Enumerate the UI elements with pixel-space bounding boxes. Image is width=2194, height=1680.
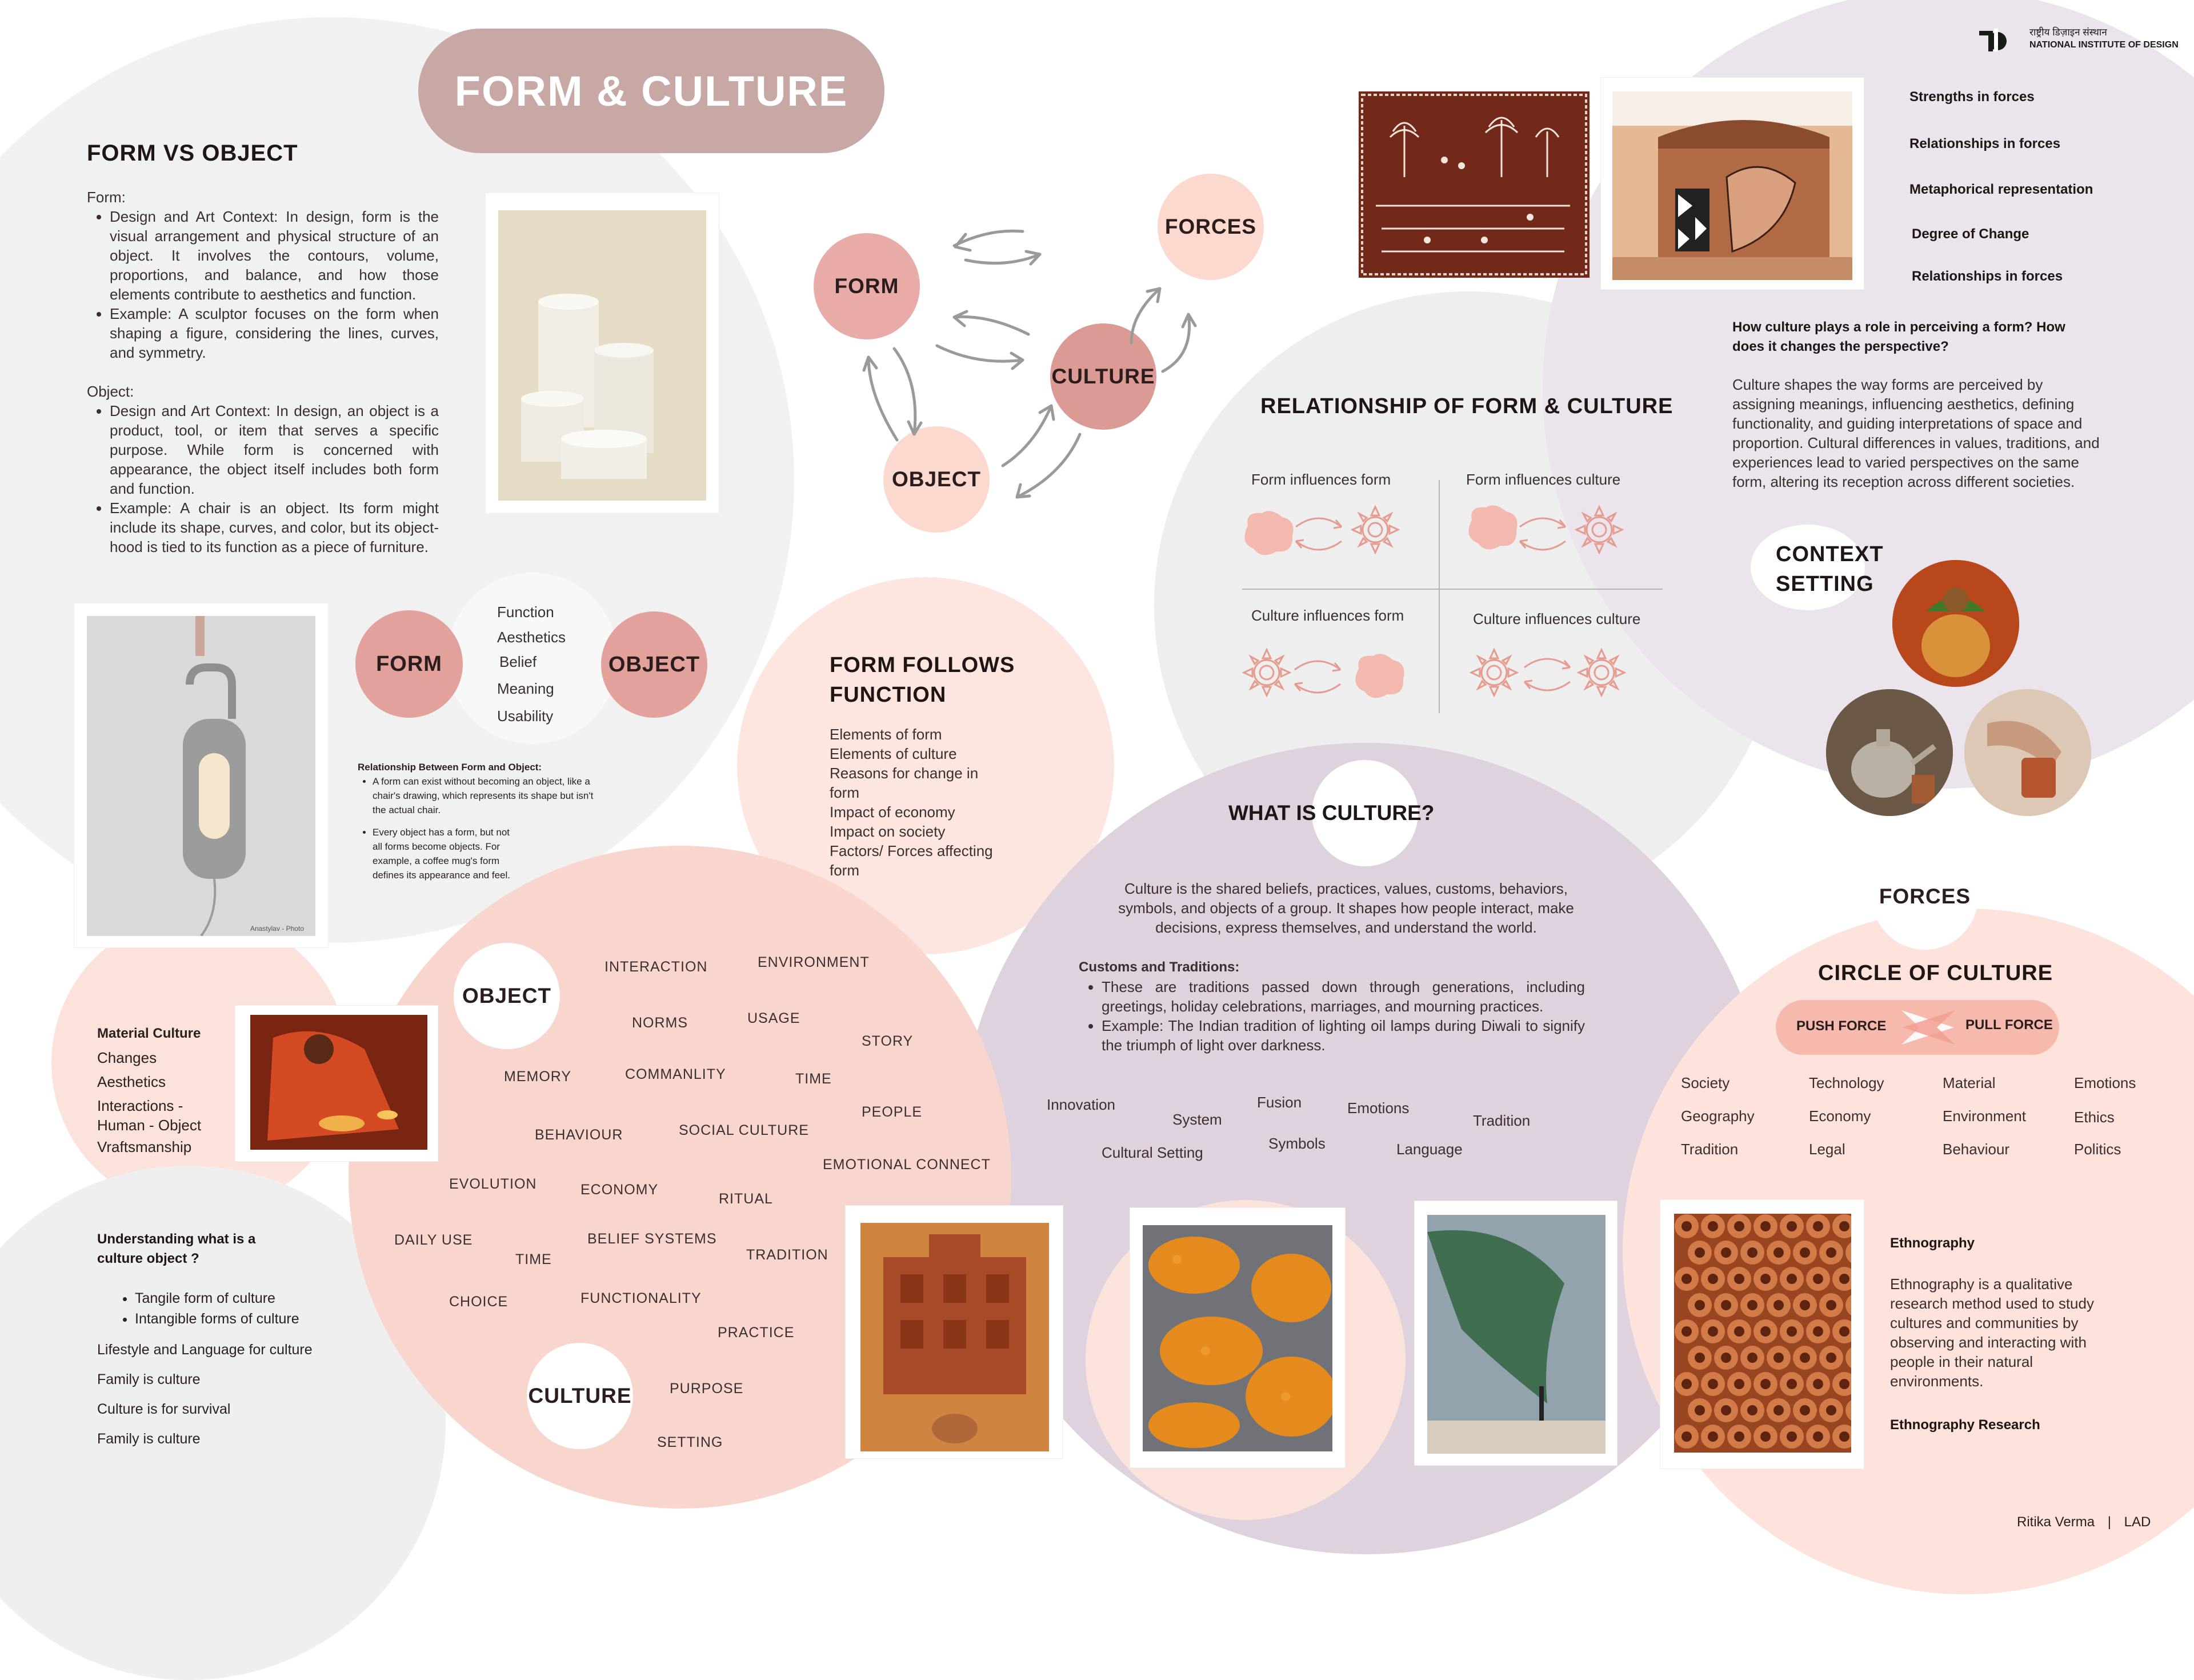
ethnography-title: Ethnography <box>1890 1235 1975 1251</box>
customs-title: Customs and Traditions: <box>1079 959 1240 975</box>
customs-point: • These are traditions passed down through generations, including greetings, holiday celebrations, marriages, and mourning practices. <box>1102 977 1585 1016</box>
culture-object-lines <box>97 1335 313 1454</box>
cloud-word: TRADITION <box>746 1247 828 1263</box>
context-setting-label: CONTEXT SETTING <box>1776 542 1884 596</box>
fff-item: Factors/ Forces affecting form <box>830 842 993 879</box>
culture-object-line: Family is culture <box>97 1371 201 1387</box>
forces-circle-label: FORCES <box>1879 885 1971 908</box>
culture-word: Emotions <box>1347 1099 1410 1117</box>
force-item: Emotions <box>2074 1074 2136 1091</box>
cloud-word: TIME <box>795 1071 832 1087</box>
cycle-arrows <box>800 206 1257 526</box>
force-item: Politics <box>2074 1141 2121 1158</box>
form-point: • Design and Art Context: In design, form is the visual arrangement and physical structure of an object. It involves the contours, volume, proportions, and balance, and how those elements contribute to aesthetics and function. <box>110 207 439 304</box>
venn-shared-item: Belief <box>499 653 537 670</box>
cloud-word: USAGE <box>747 1010 800 1026</box>
cloud-word: SOCIAL CULTURE <box>679 1122 809 1138</box>
culture-object-bullet: • Tangile form of culture <box>135 1288 299 1309</box>
cloud-word: COMMANLITY <box>625 1066 726 1082</box>
cloud-word: PEOPLE <box>862 1104 923 1120</box>
nid-logo <box>1976 22 2181 56</box>
culture-word: Cultural Setting <box>1102 1144 1203 1161</box>
culture-word: System <box>1172 1111 1222 1128</box>
force-item: Material <box>1943 1074 1996 1091</box>
footer-author: Ritika Verma <box>2017 1514 2095 1530</box>
cloud-word: SETTING <box>657 1434 723 1450</box>
logo-line1: राष्ट्रीय डिज़ाइन संस्थान <box>2029 27 2107 38</box>
cloud-culture-circle <box>527 1343 633 1449</box>
force-item: Tradition <box>1681 1141 1739 1158</box>
venn-shared-item: Aesthetics <box>497 629 566 646</box>
copper-cup-photo <box>1964 689 2091 816</box>
customs-point: • Example: The Indian tradition of lighting oil lamps during Diwali to signify the triumph of light over darkness. <box>1102 1016 1585 1055</box>
nid-logo-icon <box>1976 23 2010 55</box>
culture-word: Fusion <box>1257 1094 1302 1111</box>
logo-line2: NATIONAL INSTITUTE OF DESIGN <box>2029 40 2179 50</box>
cloud-word: INTERACTION <box>604 959 708 975</box>
cloud-word: STORY <box>862 1033 914 1049</box>
form-points <box>87 207 439 362</box>
cloud-word: BEHAVIOUR <box>535 1127 623 1143</box>
cloud-word: PURPOSE <box>670 1381 744 1397</box>
forces-circle <box>1872 843 1978 950</box>
lamp-photo-frame <box>74 603 328 947</box>
cycle-form-label: FORM <box>834 274 899 298</box>
cloud-word: DAILY USE <box>394 1232 473 1248</box>
sari-beach-photo <box>1427 1215 1606 1454</box>
force-item: Economy <box>1809 1107 1871 1125</box>
object-label: Object: <box>87 383 134 400</box>
culture-object-line: Lifestyle and Language for culture <box>97 1342 313 1358</box>
cylinders-photo <box>498 210 706 501</box>
page-title: FORM & CULTURE <box>454 67 848 115</box>
object-point: • Example: A chair is an object. Its form might include its shape, curves, and color, but its object-hood is tied to its function as a piece of furniture. <box>110 498 439 557</box>
cloud-word: TIME <box>515 1251 552 1267</box>
form-point: • Example: A sculptor focuses on the form when shaping a figure, considering the lines, curves, and symmetry. <box>110 304 439 362</box>
ethnography-subtitle: Ethnography Research <box>1890 1417 2040 1433</box>
culture-word: Innovation <box>1047 1096 1115 1113</box>
culture-word: Language <box>1396 1141 1463 1158</box>
form-vs-object-text <box>87 187 439 557</box>
forces-list-item: Relationships in forces <box>1912 269 2063 284</box>
object-points <box>87 401 439 557</box>
what-is-culture-heading: WHAT IS CULTURE? <box>1228 801 1435 825</box>
relationship-point: • A form can exist without becoming an object, like a chair's drawing, which represents its shape but isn't the actual chair. <box>373 774 601 817</box>
material-culture-title: Material Culture <box>97 1026 201 1041</box>
cloud-word: CHOICE <box>449 1294 509 1310</box>
culture-object-bullet: • Intangible forms of culture <box>135 1309 299 1329</box>
force-item: Ethics <box>2074 1109 2115 1126</box>
cloud-word: ENVIRONMENT <box>758 954 870 970</box>
force-item: Geography <box>1681 1107 1755 1125</box>
relationship-form-object <box>358 760 620 882</box>
ethnography-text: Ethnography is a qualitative research method used to study cultures and communities by observing and interacting with people in their natural environments. <box>1890 1275 2094 1390</box>
pull-force-label: PULL FORCE <box>1965 1017 2053 1033</box>
cloud-object-label: OBJECT <box>462 984 552 1007</box>
object-point: • Design and Art Context: In design, an object is a product, tool, or item that serves a specific purpose. While form is concerned with appearance, the object itself includes both form and function. <box>110 401 439 498</box>
force-item: Technology <box>1809 1074 1884 1091</box>
material-culture-item: Changes <box>97 1049 157 1066</box>
clay-pots-photo <box>1674 1214 1851 1453</box>
material-culture-item: Interactions - Human - Object <box>97 1097 202 1134</box>
perception-question: How culture plays a role in perceiving a form? How does it changes the perspective? <box>1732 319 2065 354</box>
cloud-word: FUNCTIONALITY <box>580 1290 702 1306</box>
cloud-word: EVOLUTION <box>449 1176 537 1192</box>
quadrant-label: Culture influences culture <box>1473 610 1641 627</box>
kalash-photo <box>1892 560 2019 687</box>
cloud-word: BELIEF SYSTEMS <box>587 1231 717 1247</box>
venn-shared-item: Meaning <box>497 680 554 697</box>
venn-object-circle <box>601 611 707 718</box>
venn-form-label: FORM <box>376 651 442 676</box>
cycle-culture-label: CULTURE <box>1051 365 1155 388</box>
venn-shared-item: Function <box>497 603 554 621</box>
warli-painting <box>1359 91 1590 278</box>
material-culture-item: Vraftsmanship <box>97 1138 192 1155</box>
cloud-word: EMOTIONAL CONNECT <box>823 1157 991 1173</box>
brass-pot-photo <box>1826 689 1953 816</box>
culture-word: Tradition <box>1473 1112 1531 1129</box>
form-follows-function-list <box>830 725 1001 880</box>
material-culture-item: Aesthetics <box>97 1073 166 1090</box>
footer-tag: LAD <box>2124 1514 2151 1530</box>
relationship-form-culture-heading: RELATIONSHIP OF FORM & CULTURE <box>1260 394 1673 418</box>
force-item: Society <box>1681 1074 1730 1091</box>
venn-shared-item: Usability <box>497 707 554 725</box>
force-item: Behaviour <box>1943 1141 2010 1158</box>
form-label: Form: <box>87 189 126 206</box>
fff-item: Impact of economy <box>830 803 955 821</box>
quadrant-icons <box>1234 497 1668 714</box>
cycle-object-label: OBJECT <box>891 467 982 491</box>
fff-item: Elements of culture <box>830 745 957 762</box>
culture-object-title: Understanding what is a culture object ? <box>97 1231 256 1266</box>
footer-separator: | <box>2107 1514 2111 1530</box>
customs-section <box>1079 958 1585 1055</box>
fff-item: Impact on society <box>830 823 946 840</box>
forces-list-item: Strengths in forces <box>1909 89 2035 105</box>
relationship-point: • Every object has a form, but not all forms become objects. For example, a coffee mug's form defines its appearance and feel. <box>373 825 515 882</box>
force-item: Environment <box>1943 1107 2026 1125</box>
form-vs-object-heading: FORM VS OBJECT <box>87 141 298 166</box>
culture-object-bullets <box>112 1288 299 1329</box>
perception-answer: Culture shapes the way forms are perceived by assigning meanings, influencing aesthetics, defining functionality, and guiding interpretations of space and proportion. Cultural differences in values, traditions, and experiences lead to varied perspectives on the same form, altering its reception across different societies. <box>1732 376 2100 490</box>
cycle-forces-label: FORCES <box>1164 215 1257 238</box>
cloud-object-circle <box>454 943 560 1049</box>
cloud-culture-label: CULTURE <box>528 1384 632 1407</box>
cylinders-photo-frame <box>486 193 719 513</box>
forces-list-item: Relationships in forces <box>1909 136 2061 151</box>
mud-house-photo <box>1612 91 1852 280</box>
forces-list-item: Metaphorical representation <box>1909 182 2093 197</box>
cloud-word: PRACTICE <box>718 1325 795 1341</box>
lamp-photo <box>87 616 315 936</box>
material-culture <box>97 1022 240 1159</box>
push-force-label: PUSH FORCE <box>1796 1018 1887 1034</box>
marigold-bags-photo <box>1143 1225 1332 1451</box>
quadrant-label: Form influences culture <box>1466 471 1621 488</box>
footer <box>2017 1514 2151 1530</box>
culture-word: Symbols <box>1268 1135 1326 1152</box>
cloud-word: RITUAL <box>719 1191 773 1207</box>
forces-list-item: Degree of Change <box>1912 226 2029 242</box>
pottery-woman-photo <box>250 1015 427 1150</box>
culture-object-line: Culture is for survival <box>97 1401 231 1417</box>
cloud-word: MEMORY <box>504 1069 572 1085</box>
quadrant-label: Culture influences form <box>1251 607 1404 624</box>
lamp-credit: Anastylav - Photo <box>250 925 304 933</box>
culture-object-line: Family is culture <box>97 1431 201 1447</box>
cloud-word: ECONOMY <box>580 1182 659 1198</box>
circle-of-culture-heading: CIRCLE OF CULTURE <box>1818 961 2053 985</box>
fff-item: Reasons for change in form <box>830 765 979 801</box>
venn-object-label: OBJECT <box>608 652 700 677</box>
culture-definition: Culture is the shared beliefs, practices, values, customs, behaviors, symbols, and objects of a group. It shapes how people interact, make decisions, express themselves, and understand the world. <box>1118 880 1574 936</box>
fff-item: Elements of form <box>830 726 942 743</box>
venn-form-circle <box>355 610 463 718</box>
terracotta-panel-photo <box>860 1223 1049 1451</box>
cloud-word: NORMS <box>632 1015 688 1031</box>
title-pill <box>418 29 884 153</box>
force-item: Legal <box>1809 1141 1845 1158</box>
quadrant-label: Form influences form <box>1251 471 1391 488</box>
push-pull-arrows-icon <box>1897 1005 1960 1050</box>
relationship-form-object-title: Relationship Between Form and Object: <box>358 762 542 773</box>
form-follows-function-heading: FORM FOLLOWS FUNCTION <box>830 653 1015 707</box>
